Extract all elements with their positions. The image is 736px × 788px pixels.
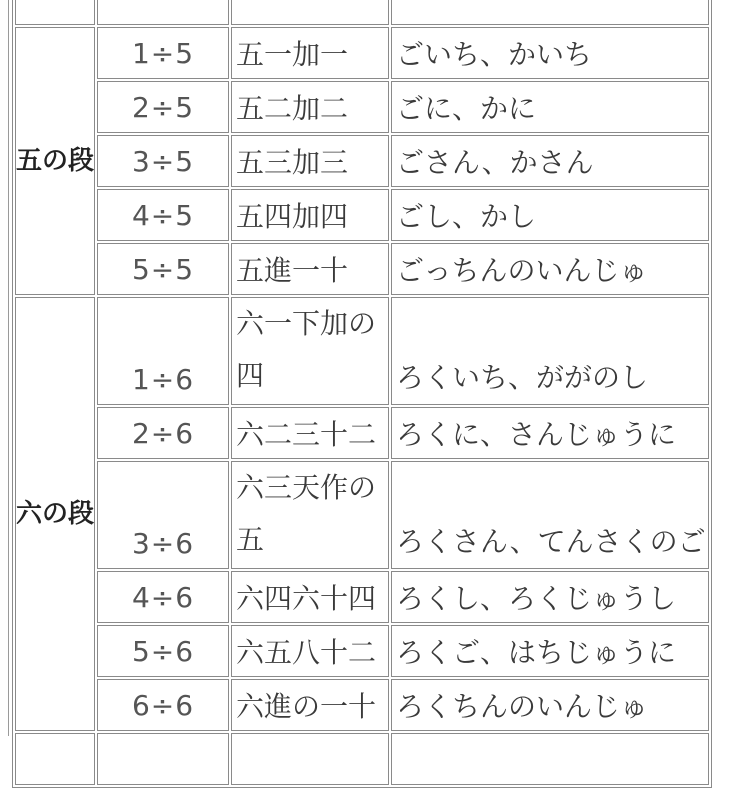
expression-cell: 6÷6 — [97, 679, 229, 731]
table-row — [15, 733, 709, 785]
rule-cell: 五一加一 — [231, 27, 389, 79]
expression-cell: 3÷5 — [97, 135, 229, 187]
expression-cell: 5÷6 — [97, 625, 229, 677]
rule-cell: 六一下加の四 — [231, 297, 389, 405]
rule-cell: 六五八十二 — [231, 625, 389, 677]
table-row — [15, 27, 709, 79]
expression-cell: 5÷5 — [97, 243, 229, 295]
expression-cell: 4÷6 — [97, 571, 229, 623]
table-row — [15, 407, 709, 459]
rule-cell: 五二加二 — [231, 81, 389, 133]
reading-cell: ろくいち、ががのし — [391, 297, 709, 405]
reading-cell: ろくご、はちじゅうに — [391, 625, 709, 677]
table-row — [15, 0, 709, 25]
table-row — [15, 135, 709, 187]
expression-cell: 4÷5 — [97, 189, 229, 241]
reading-cell: ろくし、ろくじゅうし — [391, 571, 709, 623]
reading-cell: ろくさん、てんさくのご — [391, 461, 709, 569]
table-row — [15, 461, 709, 569]
table-row — [15, 189, 709, 241]
rule-cell: 五進一十 — [231, 243, 389, 295]
rule-cell: 六進の一十 — [231, 679, 389, 731]
table-row — [15, 81, 709, 133]
table-row — [15, 297, 709, 405]
division-rules-table — [12, 0, 712, 788]
expression-cell: 1÷5 — [97, 27, 229, 79]
rule-cell: 六二三十二 — [231, 407, 389, 459]
rule-cell: 六四六十四 — [231, 571, 389, 623]
reading-cell: ごさん、かさん — [391, 135, 709, 187]
left-gutter — [0, 0, 9, 736]
expression-cell: 2÷6 — [97, 407, 229, 459]
table-row — [15, 243, 709, 295]
expression-cell: 3÷6 — [97, 461, 229, 569]
section-label: 六の段 — [15, 297, 95, 731]
rule-cell: 五四加四 — [231, 189, 389, 241]
reading-cell: ごし、かし — [391, 189, 709, 241]
table-row — [15, 625, 709, 677]
reading-cell: ろくに、さんじゅうに — [391, 407, 709, 459]
table-row — [15, 679, 709, 731]
reading-cell: ごに、かに — [391, 81, 709, 133]
expression-cell: 2÷5 — [97, 81, 229, 133]
reading-cell: ごっちんのいんじゅ — [391, 243, 709, 295]
rule-cell: 五三加三 — [231, 135, 389, 187]
rule-cell: 六三天作の五 — [231, 461, 389, 569]
vertical-scrollbar[interactable] — [711, 0, 736, 736]
reading-cell: ろくちんのいんじゅ — [391, 679, 709, 731]
table-row — [15, 571, 709, 623]
reading-cell: ごいち、かいち — [391, 27, 709, 79]
section-label: 五の段 — [15, 27, 95, 295]
expression-cell: 1÷6 — [97, 297, 229, 405]
